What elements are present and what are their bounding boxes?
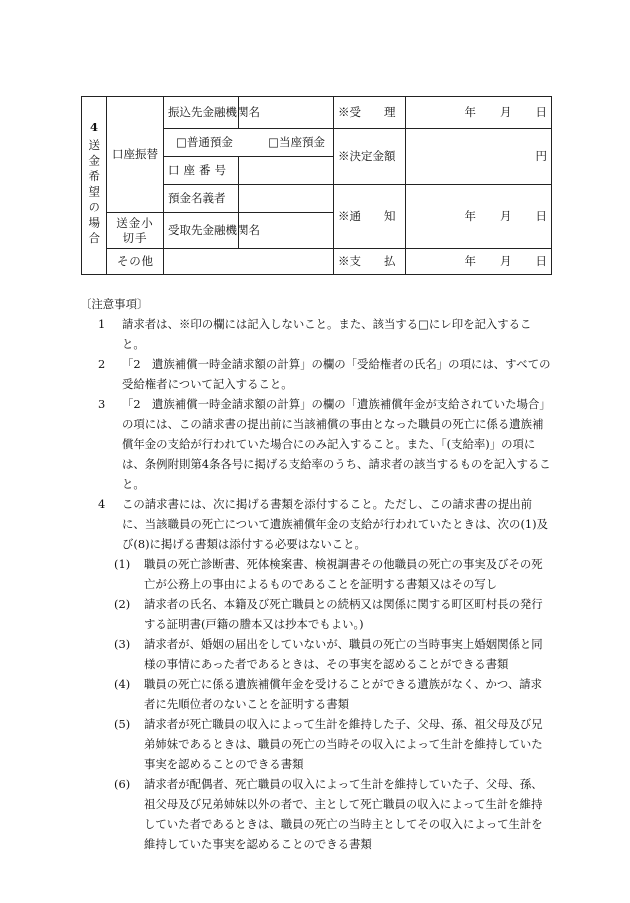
account-holder-field[interactable] <box>239 185 334 213</box>
note-subitem-number: (5) <box>114 717 131 731</box>
receipt-label: ※受 理 <box>334 97 406 129</box>
notes-section <box>80 294 552 854</box>
note-subitem-number: (4) <box>114 677 131 691</box>
account-number-field[interactable] <box>239 157 334 185</box>
notes-heading: 〔注意事項〕 <box>80 297 149 311</box>
deposit-current-option[interactable]: □ 当座預金 <box>268 135 325 149</box>
note-text: 請求者は、※印の欄には記入しないこと。また、該当する□にレ印を記入すること。 <box>122 317 532 351</box>
checkbox-icon <box>268 135 279 149</box>
note-number: 3 <box>98 397 106 411</box>
bank-name-label: 振 込 先 金 融 機 関 名 <box>164 97 239 129</box>
bank-transfer-label: 口座振替 <box>107 97 164 213</box>
receiving-bank-label: 受 取 先 金 融 機 関 名 <box>164 213 239 249</box>
day-label: 日 <box>535 254 547 269</box>
deposit-ordinary-option[interactable]: □ 普通預金 <box>176 135 233 149</box>
note-item <box>80 354 552 394</box>
note-subitem-text: 請求者の氏名、本籍及び死亡職員との続柄又は関係に関する町区町村長の発行する証明書(戸籍の謄本又は抄本でもよい。) <box>144 597 543 631</box>
note-subitem-text: 職員の死亡に係る遺族補償年金を受けることができる遺族がなく、かつ、請求者に先順位者のないことを証明する書類 <box>144 677 542 711</box>
month-label: 月 <box>500 254 512 269</box>
note-subitem-text: 請求者が配偶者、死亡職員の収入によって生計を維持していた子、父母、孫、祖父母及び兄弟姉妹以外の者で、主として死亡職員の収入によって生計を維持していた者であるときは、職員の死亡の当時主としてその収入によって生計を維持していた事実を認めることのできる書類 <box>144 777 543 851</box>
note-subitem <box>80 594 552 634</box>
payment-date-field[interactable] <box>406 249 552 275</box>
note-subitem <box>80 674 552 714</box>
receipt-date-field[interactable] <box>406 97 552 129</box>
payment-label: ※支 払 <box>334 249 406 275</box>
year-label: 年 <box>464 254 476 269</box>
note-subitem-number: (6) <box>114 777 131 791</box>
note-subitem-text: 請求者が、婚姻の届出をしていないが、職員の死亡の当時事実上婚姻関係と同様の事情にあった者であるときは、その事実を認めることができる書類 <box>144 637 543 671</box>
note-subitem-text: 請求者が死亡職員の収入によって生計を維持した子、父母、孫、祖父母及び兄弟姉妹であるときは、職員の死亡の当時その収入によって生計を維持していた事実を認めることのできる書類 <box>144 717 543 771</box>
remittance-form-table <box>81 96 552 275</box>
checkbox-icon <box>176 135 187 149</box>
year-label: 年 <box>464 105 476 120</box>
section-cell <box>82 97 107 275</box>
decided-amount-label: ※決定金額 <box>334 129 406 185</box>
note-item <box>80 394 552 494</box>
day-label: 日 <box>535 105 547 120</box>
note-item <box>80 314 552 354</box>
note-number: 4 <box>98 497 106 511</box>
yen-label: 円 <box>535 149 547 164</box>
note-number: 1 <box>98 317 106 331</box>
account-holder-label: 預金名義者 <box>164 185 239 213</box>
section-number: 4 <box>89 120 98 135</box>
decided-amount-field[interactable] <box>406 129 552 185</box>
note-subitem-number: (1) <box>114 557 131 571</box>
section-title: 送金希望の場合 <box>87 138 102 248</box>
note-subitem-number: (2) <box>114 597 131 611</box>
year-label: 年 <box>464 209 476 224</box>
other-field[interactable] <box>164 249 334 275</box>
note-subitem <box>80 554 552 594</box>
other-label: そ の 他 <box>107 249 164 275</box>
note-subitem-number: (3) <box>114 637 131 651</box>
note-text: 「2 遺族補償一時金請求額の計算」の欄の「遺族補償年金が支給されていた場合」の項には、この請求書の提出前に当該補償の事由となった職員の死亡に係る遺族補償年金の支給が行われていた場合にのみ記入すること。また、「(支給率)」の項には、条例附則第4条各号に掲げる支給率のうち、請求者の該当するものを記入すること。 <box>122 397 551 491</box>
note-item <box>80 494 552 554</box>
note-subitem-text: 職員の死亡診断書、死体検案書、検視調書その他職員の死亡の事実及びその死亡が公務上の事由によるものであることを証明する書類又はその写し <box>144 557 543 591</box>
note-text: この請求書には、次に掲げる書類を添付すること。ただし、この請求書の提出前に、当該職員の死亡について遺族補償年金の支給が行われていたときは、次の(1)及び(8)に掲げる書類は添付する必要はないこと。 <box>122 497 548 551</box>
notice-date-field[interactable] <box>406 185 552 249</box>
account-number-label: 口 座 番 号 <box>164 157 239 185</box>
note-text: 「2 遺族補償一時金請求額の計算」の欄の「受給権者の氏名」の項には、すべての受給権者について記入すること。 <box>122 357 551 391</box>
month-label: 月 <box>500 105 512 120</box>
day-label: 日 <box>535 209 547 224</box>
note-subitem <box>80 774 552 854</box>
month-label: 月 <box>500 209 512 224</box>
deposit-type-field[interactable] <box>164 129 334 157</box>
note-number: 2 <box>98 357 106 371</box>
note-subitem <box>80 634 552 674</box>
remittance-check-label: 送金小切手 <box>107 213 164 249</box>
note-subitem <box>80 714 552 774</box>
notice-label: ※通 知 <box>334 185 406 249</box>
